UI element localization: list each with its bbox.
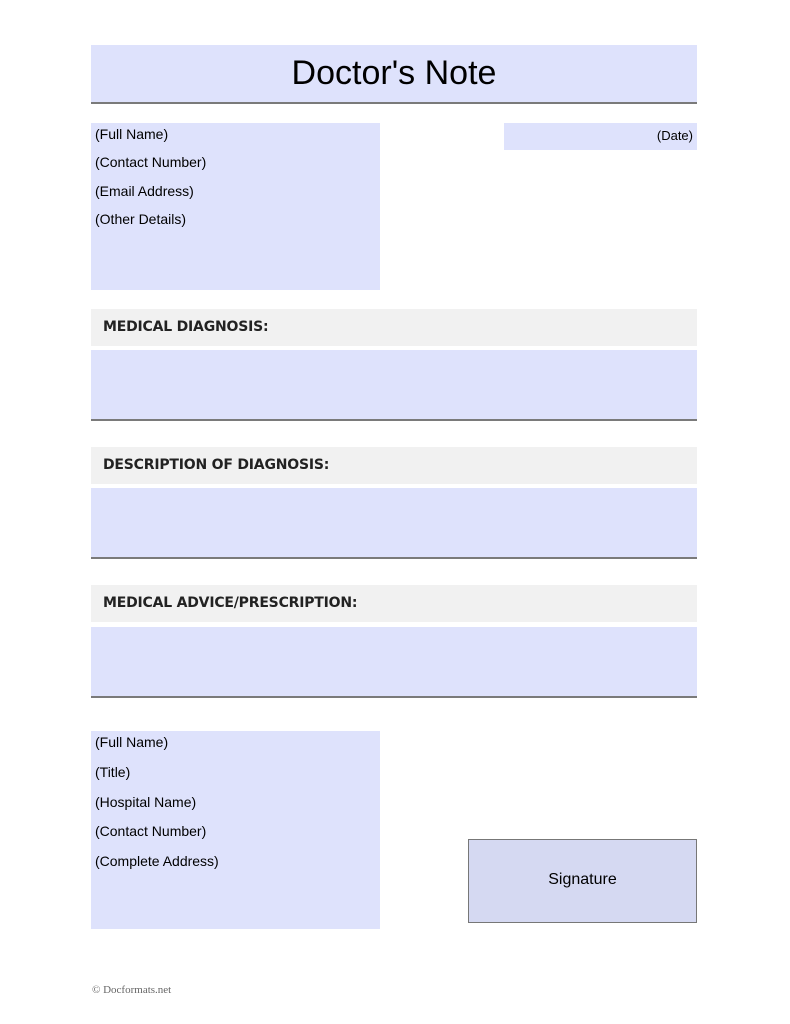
description-of-diagnosis-heading: DESCRIPTION OF DIAGNOSIS:: [103, 457, 330, 473]
doctor-full-name-field[interactable]: (Full Name): [95, 734, 169, 750]
medical-diagnosis-field[interactable]: [91, 350, 697, 421]
date-label: (Date): [656, 128, 693, 143]
medical-advice-heading: MEDICAL ADVICE/PRESCRIPTION:: [103, 595, 358, 611]
doctor-hospital-name-field[interactable]: (Hospital Name): [95, 794, 197, 810]
medical-advice-header: [91, 585, 697, 622]
signature-label: Signature: [548, 871, 617, 888]
patient-info-box[interactable]: [91, 123, 380, 290]
doctor-address-field[interactable]: (Complete Address): [95, 853, 219, 869]
medical-advice-field[interactable]: [91, 627, 697, 698]
medical-diagnosis-header: [91, 309, 697, 346]
date-field[interactable]: [504, 123, 697, 150]
doctor-contact-number-field[interactable]: (Contact Number): [95, 823, 207, 839]
doctor-title-field[interactable]: (Title): [95, 764, 131, 780]
doctor-info-box[interactable]: [91, 731, 380, 929]
medical-diagnosis-heading: MEDICAL DIAGNOSIS:: [103, 319, 269, 335]
description-of-diagnosis-header: [91, 447, 697, 484]
patient-other-details-field[interactable]: (Other Details): [95, 211, 187, 227]
patient-email-field[interactable]: (Email Address): [95, 183, 194, 199]
title-bar: [91, 45, 697, 104]
signature-box[interactable]: [468, 839, 697, 923]
patient-full-name-field[interactable]: (Full Name): [95, 126, 169, 142]
description-of-diagnosis-field[interactable]: [91, 488, 697, 559]
patient-contact-number-field[interactable]: (Contact Number): [95, 154, 207, 170]
footer-copyright: © Docformats.net: [92, 984, 172, 996]
document-title: Doctor's Note: [291, 54, 497, 92]
